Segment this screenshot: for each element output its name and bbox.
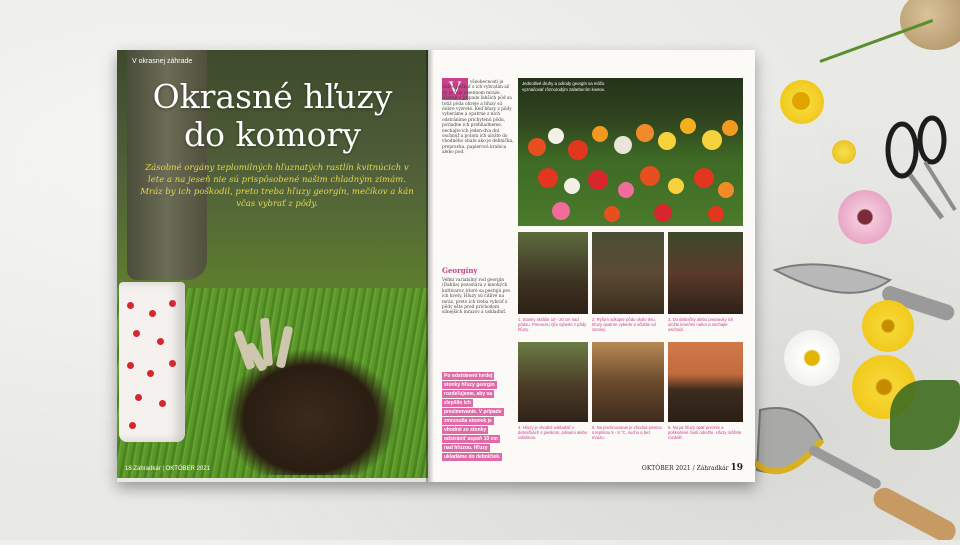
page-gutter xyxy=(426,50,434,482)
left-page-footer: 18 Záhradkár | OKTÓBER 2021 xyxy=(125,466,210,472)
scissors-icon xyxy=(880,110,960,220)
step-photo-1 xyxy=(518,232,588,314)
step-photo-4 xyxy=(518,342,588,422)
magazine-spread xyxy=(117,50,755,482)
polka-dot-bucket xyxy=(119,282,185,442)
cut-stems xyxy=(222,312,312,382)
photo-caption: Jednotlivé druhy a odrody georgín sa môžu vyznačovať rôznorodým zafarbením kvetov. xyxy=(522,81,605,92)
pull-quote xyxy=(442,372,505,462)
step-caption-4: 4. Hľuzy je vhodné uskladniť v debničkách s pieskom, pilinami alebo rašelinou. xyxy=(518,425,588,441)
pink-gerbera xyxy=(838,190,892,244)
section-label: V okrasnej záhrade xyxy=(132,58,193,65)
small-yellow-flower xyxy=(832,140,856,164)
step-caption-5: 5. Na prezimovanie je vhodná pivnica s teplotou 5 - 8 °C, sucho a bez mrazu. xyxy=(592,425,662,441)
subtitle: Zásobné orgány teplomilných hľuznatých rastlín kvitnúcich v lete a na jeseň nie sú prispôsobené našim chladným zimám. Mráz by ich poškodil, preto treba hľuzy georgín, mečíkov a kán včas vybrať z pôdy. xyxy=(140,163,414,209)
drop-cap: V xyxy=(442,78,468,100)
garden-shovel xyxy=(752,400,960,540)
yellow-chrysanthemum-top xyxy=(772,70,832,150)
title-line-1: Okrasné hľuzy xyxy=(152,77,393,116)
dahlia-garden-photo xyxy=(518,78,743,226)
white-daisy xyxy=(784,330,840,386)
left-page xyxy=(117,50,428,478)
step-caption-2: 2. Rýľom odkopte pôdu okolo trsu, hľuzy opatrne vyberte a očistite od zeminy. xyxy=(592,317,656,333)
step-caption-3: 3. Do debničky alebo prepravky ich uložte koreňmi nahor a nechajte oschnúť. xyxy=(668,317,734,333)
step-photo-3 xyxy=(668,232,743,314)
step-photo-2 xyxy=(592,232,664,314)
page-number: 19 xyxy=(730,463,743,473)
pull-quote-text: Po odstránení tvrdej stonky hľuzy georgín rozdeľujeme, aby sa zlepšilo ich prezimovanie. V prípade zmrznutia stoniek je vhodné zo stonky odstrániť aspoň 10 cm nad hľuzou. Hľuzy ukladáme do debničiek. xyxy=(444,373,502,460)
twine-spool xyxy=(900,0,960,50)
step-caption-1: 1. Stonky skráťte 10 - 20 cm nad pôdou. Pomocou rýľa vyberte z pôdy hľuzy. xyxy=(518,317,587,333)
step-photo-6 xyxy=(668,342,743,422)
step-photo-5 xyxy=(592,342,664,422)
footer-month: OKTÓBER 2021 xyxy=(641,465,691,472)
title-line-2: do komory xyxy=(184,115,361,154)
footer-magazine: Záhradkár xyxy=(696,465,729,472)
body-text-content: všeobecnosti je dobré počkať s ich vybratím až po prvom jesennom mraze. Hlavne v prípade ľahších pôd sa totiž pôda ohreje a hľuzy sú dobre vyzreté. Keď hľuzy z pôdy vyberáme a opatrne z nich odstránime prichytenú pôdu, poriadne ich prehliadneme, nechajte ich jeden-dva dni oschnúť a potom ich uložte do vhodného obalu ako je debnička, prepravka, papierová krabica alebo pod. xyxy=(442,80,514,156)
body-text xyxy=(442,80,514,156)
section-text: Veľmi variabilný rod georgín (Dahlia) pozostáva z mnohých kultivarov, ktoré sa pestujú pre ich kvety. Hľuzy sú citlivé na mráz, preto ich treba vybrať z pôdy ešte pred príchodom silnejších mrazov a uskladniť. xyxy=(442,278,510,316)
right-page-footer: OKTÓBER 2021 / Záhradkár 19 xyxy=(641,463,743,473)
page-title xyxy=(117,78,428,154)
right-page xyxy=(428,50,755,482)
step-caption-6: 6. Na jar hľuzy opäť prezrite a poškodené časti odrežte. Hľuzy môžete rozdeliť. xyxy=(668,425,742,441)
section-heading: Georgíny xyxy=(442,266,478,275)
